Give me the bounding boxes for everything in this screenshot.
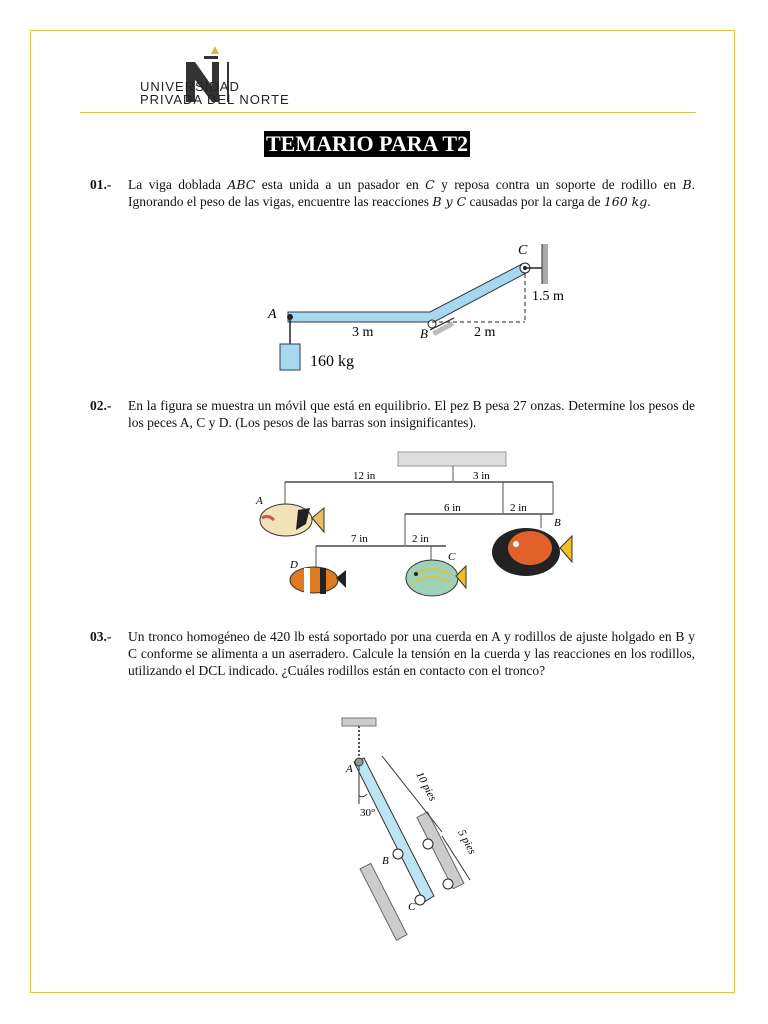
label-A: A [268, 307, 277, 322]
problem-number: 01.- [90, 177, 112, 192]
mobile-figure [248, 448, 588, 608]
label-B: B [382, 855, 389, 867]
problem-text: La viga doblada ABC esta unida a un pasador en C y reposa contra un soporte de rodillo en B. Ignorando el peso de las vigas, encuentre las reacciones B y C causadas por la carga de 160 kg. [128, 177, 696, 209]
header-divider [80, 112, 696, 113]
dim-7in: 7 in [351, 533, 368, 545]
dim-6in: 6 in [444, 502, 461, 514]
fish-D [290, 567, 346, 594]
beam-figure [260, 238, 580, 378]
label-fish-C: C [448, 551, 456, 563]
label-C: C [518, 243, 528, 258]
dim-3m: 3 m [352, 325, 374, 340]
dim-3in: 3 in [473, 470, 490, 482]
dim-12in: 12 in [353, 470, 376, 482]
log-figure [330, 712, 530, 952]
dim-5-pies: 5 pies [455, 827, 479, 857]
problem-number: 02.- [90, 398, 112, 413]
page-title: TEMARIO PARA T2 [266, 131, 469, 156]
label-B: B [420, 326, 428, 341]
label-C: C [408, 901, 416, 913]
problem-text: En la figura se muestra un móvil que está en equilibrio. El pez B pesa 27 onzas. Determine los pesos de los peces A, C y D. (Los pesos de las barras son insignificantes). [128, 398, 695, 430]
label-A: A [346, 763, 353, 775]
problem-3 [90, 628, 695, 679]
fish-A [260, 504, 324, 536]
dim-2m: 2 m [474, 325, 496, 340]
logo-line-2: PRIVADA DEL NORTE [140, 92, 290, 107]
logo-text [140, 80, 290, 106]
angle-label: 30° [360, 807, 376, 819]
label-fish-D: D [290, 559, 298, 571]
problem-1 [90, 176, 695, 210]
fish-C [406, 560, 466, 596]
label-fish-B: B [554, 517, 561, 529]
dim-1-5m: 1.5 m [532, 289, 564, 304]
dim-2in-b: 2 in [412, 533, 429, 545]
problem-text: Un tronco homogéneo de 420 lb está soportado por una cuerda en A y rodillos de ajuste holgado en B y C conforme se alimenta a un aserradero. Calcule la tensión en la cuerda y las reacciones en los rodillos, utilizando el DCL indicado. ¿Cuáles rodillos están en contacto con el tronco? [128, 629, 695, 678]
problem-number: 03.- [90, 629, 112, 644]
problem-2 [90, 397, 695, 431]
load-label: 160 kg [310, 353, 354, 370]
logo-line-1: UNIVERSIDAD [140, 79, 240, 94]
dim-10-pies: 10 pies [413, 769, 439, 804]
label-fish-A: A [256, 495, 263, 507]
dim-2in-a: 2 in [510, 502, 527, 514]
fish-B [492, 528, 572, 576]
